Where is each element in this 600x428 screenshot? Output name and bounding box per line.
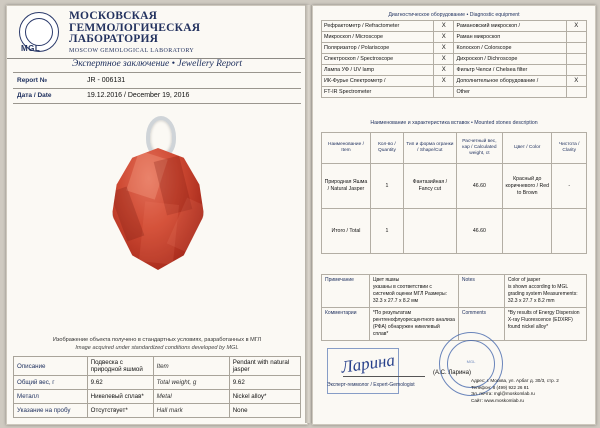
- equip-right-mark: X: [566, 76, 587, 87]
- hallmark-value-en: None: [229, 404, 300, 418]
- table-row: [322, 65, 587, 76]
- address-line: Эл. почта: mgl@moskomlab.ru: [471, 391, 535, 396]
- total-quantity: 1: [370, 209, 403, 254]
- col-item: Наименование / Item: [322, 133, 371, 164]
- metal-label-en: Metal: [153, 390, 229, 404]
- table-row: [14, 390, 301, 404]
- equip-left-mark: X: [434, 54, 454, 65]
- notes-body-ru: указаны в соответствии с системой оценки МГЛ Размеры: 32.3 x 27.7 x 8.2 мм: [372, 284, 447, 304]
- report-date-value: 19.12.2016 / December 19, 2016: [87, 92, 190, 99]
- notes-color-header-ru: Цвет яшмы: [372, 277, 400, 283]
- table-row: [322, 76, 587, 87]
- table-row: [322, 32, 587, 43]
- pendant-image: [102, 114, 212, 304]
- equip-right-name: Дихроскоп / Dichroscope: [454, 54, 566, 65]
- report-number-value: JR - 006131: [87, 77, 126, 84]
- notes-table: [321, 274, 587, 341]
- weight-value-ru: 9.62: [87, 376, 153, 390]
- signature-area: [321, 342, 587, 422]
- report-number-label: Report №: [17, 77, 47, 84]
- notes-color-header-en: Color of jasper: [507, 277, 541, 283]
- stamp-text: MGL: [466, 359, 476, 364]
- notes-label-ru: Примечание: [322, 275, 370, 308]
- total-clarity-empty: [552, 209, 587, 254]
- equip-left-mark: X: [434, 76, 454, 87]
- equip-right-name: Дополнительное оборудование /: [454, 76, 566, 87]
- divider-mid: [13, 88, 301, 89]
- lab-name-ru-line3: ЛАБОРАТОРИЯ: [69, 33, 159, 45]
- equip-left-mark: [434, 87, 454, 98]
- lab-name-en: MOSCOW GEMOLOGICAL LABORATORY: [69, 48, 195, 54]
- notes-text-en: [504, 275, 586, 308]
- weight-label-en: Total weight, g: [153, 376, 229, 390]
- equip-right-mark: X: [566, 21, 587, 32]
- comments-text-en: *By results of Energy Dispersion X-ray Fluorescence (EDXRF) found nickel alloy*: [504, 308, 586, 341]
- notes-body-en: is shown according to MGL grading system Measurements: 32.3 x 27.7 x 8.2 mm: [507, 284, 578, 304]
- report-date-label: Дата / Date: [17, 92, 52, 99]
- equip-right-name: Раман микроскоп: [454, 32, 566, 43]
- equip-left-name: Лампа УФ / UV lamp: [322, 65, 434, 76]
- equip-right-name: Other: [454, 87, 566, 98]
- equip-right-name: Рамановский микроскоп /: [454, 21, 566, 32]
- stone-cut: Фантазийная / Fancy cut: [403, 164, 456, 209]
- desc-label-en: Item: [153, 357, 229, 376]
- handwritten-signature: Ларина: [339, 350, 396, 377]
- comments-label-ru: Комментарии: [322, 308, 370, 341]
- lab-header: [7, 6, 307, 59]
- signature-line: [343, 376, 425, 377]
- hallmark-label-en: Hall mark: [153, 404, 229, 418]
- desc-value-en: Pendant with natural jasper: [229, 357, 300, 376]
- equip-left-name: Микроскоп / Microscope: [322, 32, 434, 43]
- logo-text: MGL: [21, 44, 41, 53]
- table-row: [322, 275, 587, 308]
- description-table: [13, 356, 301, 418]
- right-page: [312, 5, 596, 425]
- col-cut: Тип и форма огранки / Shape/Cut: [403, 133, 456, 164]
- lab-address: [471, 378, 559, 404]
- lab-name-ru-line1: МОСКОВСКАЯ: [69, 10, 158, 22]
- desc-label-ru: Описание: [14, 357, 88, 376]
- signatory-name: (А.С. Ларина): [433, 370, 471, 376]
- metal-value-en: Nickel alloy*: [229, 390, 300, 404]
- jasper-stone: [112, 148, 204, 270]
- table-total-row: [322, 209, 587, 254]
- equip-right-mark: [566, 32, 587, 43]
- notes-label-en: Notes: [458, 275, 504, 308]
- equip-left-name: FT-IR Spectrometer: [322, 87, 434, 98]
- divider-top: [13, 72, 301, 73]
- desc-value-ru: Подвеска с природной яшмой: [87, 357, 153, 376]
- stone-item: Природная Яшма / Natural Jasper: [322, 164, 371, 209]
- lab-name-ru-line2: ГЕММОЛОГИЧЕСКАЯ: [69, 21, 201, 34]
- lab-name: [69, 11, 299, 54]
- address-line: Адрес: г. Москва, ул. Арбат д. 30/3, стр. 2: [471, 378, 559, 383]
- equip-left-name: Поляризатор / Polariscope: [322, 43, 434, 54]
- gem-photo-area: [7, 104, 307, 334]
- hallmark-label-ru: Указание на пробу: [14, 404, 88, 418]
- equip-right-mark: [566, 65, 587, 76]
- equip-left-name: Спектроскоп / Spectroscope: [322, 54, 434, 65]
- hallmark-value-ru: Отсутствует*: [87, 404, 153, 418]
- equip-left-mark: X: [434, 32, 454, 43]
- equipment-title: Диагностическое оборудование • Diagnostic equipment: [388, 12, 520, 18]
- image-caption-en: Image acquired under standardized conditions developed by MGL: [75, 345, 239, 351]
- col-quantity: Кол-во / Quantity: [370, 133, 403, 164]
- equip-left-mark: X: [434, 65, 454, 76]
- image-caption: [7, 336, 307, 352]
- equip-left-mark: X: [434, 21, 454, 32]
- equip-right-name: Колоскоп / Colorscope: [454, 43, 566, 54]
- table-row: [14, 404, 301, 418]
- stone-clarity: -: [552, 164, 587, 209]
- total-cut-empty: [403, 209, 456, 254]
- col-weight: Расчетный вес, кар / Calculated weight, ct: [456, 133, 502, 164]
- equip-left-name: Рефрактометр / Refractometer: [322, 21, 434, 32]
- col-clarity: Чистота / Clarity: [552, 133, 587, 164]
- table-row: [14, 357, 301, 376]
- table-row: [322, 87, 587, 98]
- table-row: [322, 21, 587, 32]
- equip-right-mark: [566, 43, 587, 54]
- image-caption-ru: Изображение объекта получено в стандартных условиях, разработанных в МГЛ: [52, 337, 262, 343]
- mgl-logo: [11, 10, 67, 54]
- stones-table: [321, 132, 587, 254]
- weight-label-ru: Общий вес, г: [14, 376, 88, 390]
- table-row: [322, 54, 587, 65]
- address-line: Сайт: www.moskomlab.ru: [471, 397, 524, 403]
- metal-value-ru: Никелевый сплав*: [87, 390, 153, 404]
- equip-right-mark: [566, 54, 587, 65]
- equip-left-name: ИК-Фурье Спектрометр /: [322, 76, 434, 87]
- stone-quantity: 1: [370, 164, 403, 209]
- equip-left-mark: X: [434, 43, 454, 54]
- comments-label-en: Comments: [458, 308, 504, 341]
- total-color-empty: [503, 209, 552, 254]
- table-header-row: [322, 133, 587, 164]
- address-line: Телефон: 8 (499) 922 26 81: [471, 384, 529, 390]
- equipment-table: [321, 20, 587, 98]
- notes-text-ru: [369, 275, 458, 308]
- col-color: Цвет / Color: [503, 133, 552, 164]
- report-title: Экспертное заключение • Jewellery Report: [72, 59, 242, 69]
- signatory-role: Эксперт-геммолог / Expert-Gemologist: [327, 382, 415, 388]
- table-row: [322, 164, 587, 209]
- table-row: [14, 376, 301, 390]
- stones-title: Наименование и характеристика вставок • Mounted stones description: [370, 120, 538, 126]
- equip-right-mark: [566, 87, 587, 98]
- comments-text-ru: *По результатам рентгенофлуоресцентного анализа (РФА) обнаружен никелевый сплав*: [369, 308, 458, 341]
- equip-right-name: Фильтр Челси / Chelsea filter: [454, 65, 566, 76]
- table-row: [322, 43, 587, 54]
- total-weight: 46.60: [456, 209, 502, 254]
- stone-weight: 46.60: [456, 164, 502, 209]
- metal-label-ru: Металл: [14, 390, 88, 404]
- weight-value-en: 9.62: [229, 376, 300, 390]
- stone-color: Красный до коричневого / Red to Brown: [503, 164, 552, 209]
- total-label: Итого / Total: [322, 209, 371, 254]
- left-page: [6, 5, 308, 425]
